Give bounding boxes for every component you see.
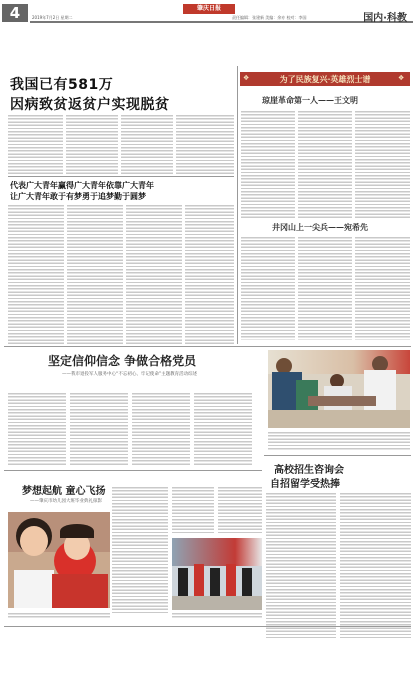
column-article2-col3	[355, 236, 410, 340]
column-title2: 井冈山上一尖兵——宛希先	[272, 222, 368, 232]
article2-title-line1: 代表广大青年赢得广大青年依靠广大青年	[10, 181, 154, 190]
article3-body-col4	[194, 392, 252, 466]
article2-body-col1	[8, 204, 64, 344]
column-article1-col2	[298, 110, 352, 218]
column-article2-col1	[241, 236, 295, 340]
editors-line: 责任编辑：张建新 美编：余亦 校对：李国	[232, 15, 307, 20]
article1-body-col2	[66, 114, 118, 174]
article3-subtitle: ——我市退役军人服务中心“不忘初心、牢记使命”主题教育活动综述	[62, 372, 198, 377]
article4-body-col1	[266, 492, 336, 638]
column-article1-col3	[355, 110, 410, 218]
dance-photo	[172, 538, 262, 610]
article3-title: 坚定信仰信念 争做合格党员	[48, 354, 197, 368]
page-number: 4	[2, 4, 28, 22]
article1-body-col1	[8, 114, 63, 174]
article4-body-col2	[340, 492, 411, 638]
article5-body-col1	[112, 486, 168, 614]
issue-date: 2019年7月2日 星期二	[32, 15, 73, 20]
article1-body-col4	[176, 114, 234, 174]
article3-body-col2	[70, 392, 128, 466]
column-title1: 琼崖革命第一人——王文明	[262, 95, 358, 105]
photo-caption	[268, 431, 410, 451]
section-title: 国内·科教	[363, 13, 407, 24]
article3-body-col3	[132, 392, 190, 466]
ceremony-photo	[268, 350, 410, 428]
article1-title-line2: 因病致贫返贫户实现脱贫	[10, 97, 170, 113]
ornament-right-icon: ❖	[398, 74, 405, 82]
masthead-rule	[30, 21, 413, 23]
column-banner: 为了民族复兴·英雄烈士谱	[240, 72, 410, 86]
column-article2-col2	[298, 236, 352, 340]
photo-caption	[172, 612, 262, 618]
ornament-left-icon: ❖	[243, 74, 250, 82]
photo-caption	[8, 612, 110, 618]
paper-name: 肇庆日报	[183, 4, 235, 14]
article5-title: 梦想起航 童心飞扬	[22, 486, 106, 497]
column-divider	[237, 66, 238, 344]
footer-rule	[4, 626, 411, 627]
article4-title-line2: 自招留学受热捧	[270, 479, 340, 490]
article2-title-line2: 让广大青年敢于有梦勇于追梦勤于圆梦	[10, 192, 146, 201]
article1-body-col3	[121, 114, 173, 174]
divider	[264, 455, 411, 456]
article5-subtitle: ——肇庆市幼儿园大班毕业典礼掠影	[30, 499, 102, 504]
divider	[4, 470, 262, 471]
article4-title: 高校招生咨询会	[274, 465, 344, 476]
divider	[4, 346, 411, 347]
article1-title-line1: 我国已有581万	[10, 77, 114, 93]
graduation-photo	[8, 512, 110, 608]
article5-body-col2	[172, 486, 214, 534]
article2-body-col3	[126, 204, 182, 344]
article5-body-col3	[218, 486, 262, 534]
article2-body-col4	[185, 204, 234, 344]
divider	[8, 176, 234, 177]
article2-body-col2	[67, 204, 123, 344]
article3-body-col1	[8, 392, 66, 466]
column-article1-col1	[241, 110, 295, 218]
